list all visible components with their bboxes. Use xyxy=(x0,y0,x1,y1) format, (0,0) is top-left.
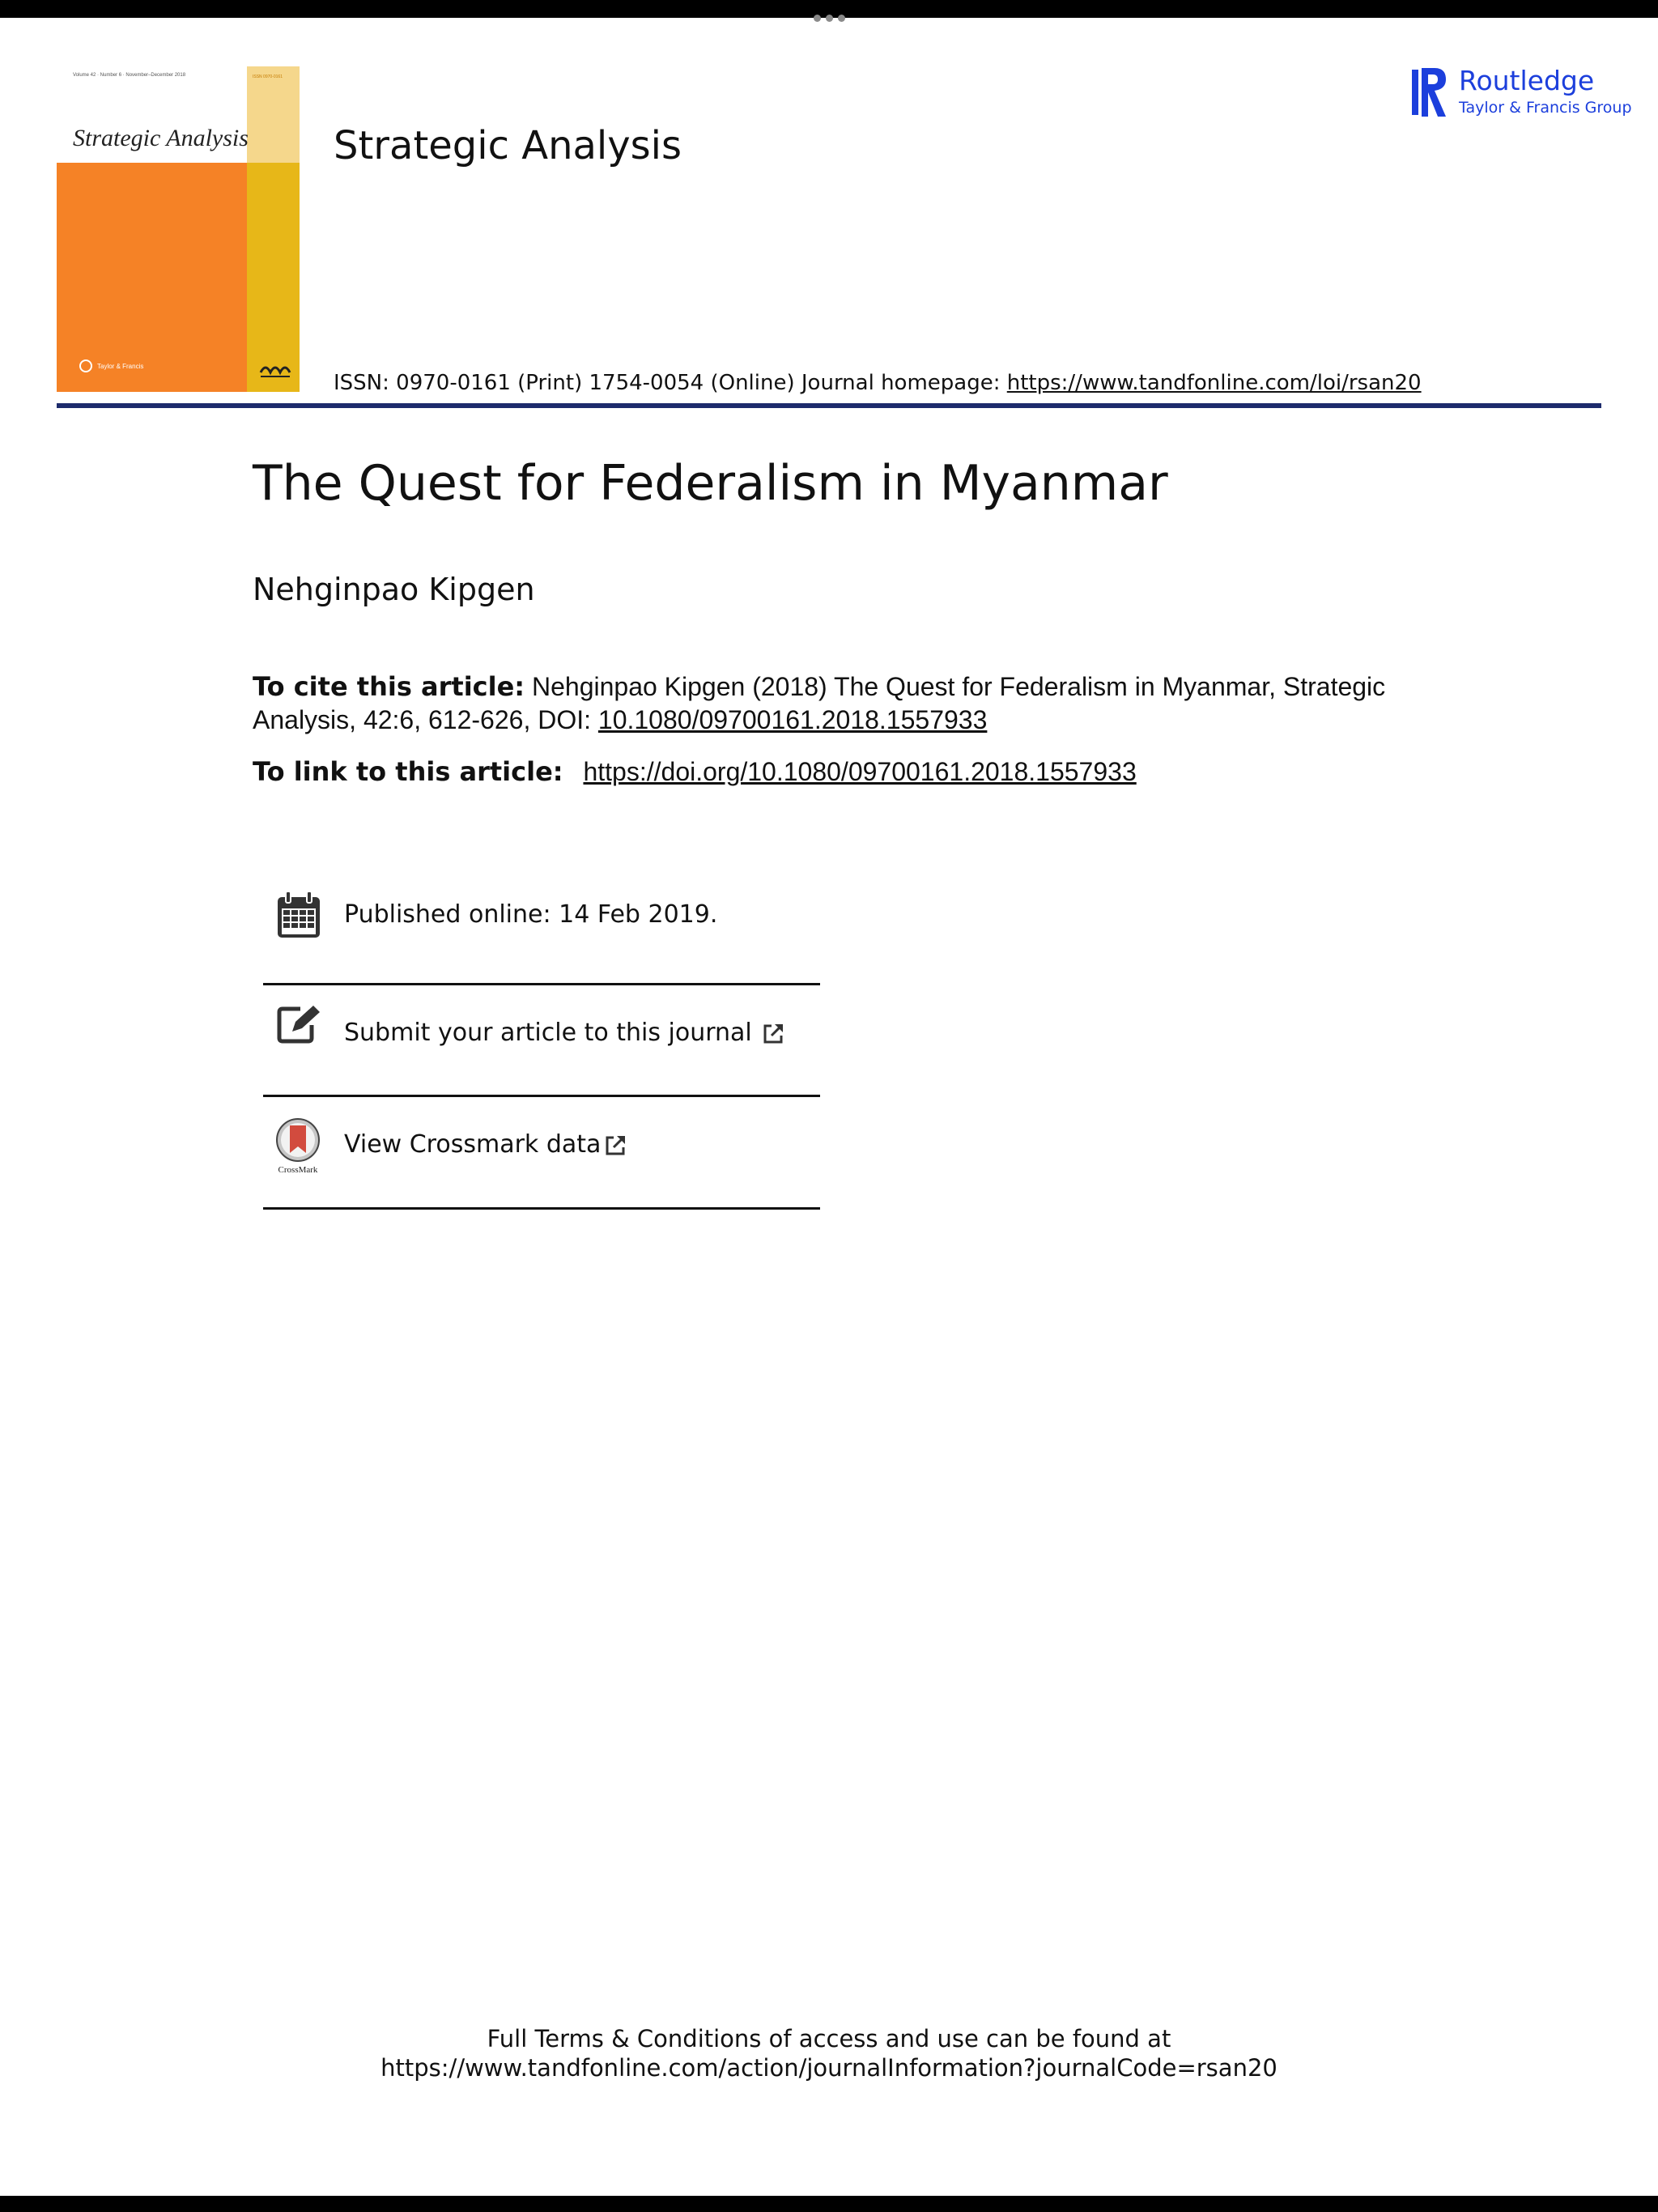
doi-link[interactable]: 10.1080/09700161.2018.1557933 xyxy=(597,705,988,734)
journal-cover xyxy=(57,66,300,392)
publisher-mark-icon xyxy=(79,359,92,372)
publisher-logo xyxy=(1410,65,1632,121)
footer xyxy=(0,2024,1658,2082)
external-link-icon xyxy=(762,1023,784,1045)
cover-publisher-text: Taylor & Francis xyxy=(97,362,144,370)
published-row xyxy=(263,887,820,944)
cover-publisher xyxy=(79,359,143,372)
edit-icon xyxy=(276,1004,323,1044)
publisher-name: Routledge xyxy=(1459,65,1595,96)
window-handle[interactable] xyxy=(813,15,845,24)
link-label: To link to this article: xyxy=(253,756,563,787)
article-title: The Quest for Federalism in Myanmar xyxy=(253,455,1168,512)
journal-homepage-link[interactable]: https://www.tandfonline.com/loi/rsan20 xyxy=(1006,371,1422,395)
row-divider xyxy=(263,983,820,985)
publisher-group: Taylor & Francis Group xyxy=(1459,99,1632,117)
cover-meta: Volume 42 · Number 6 · November–December 2018 xyxy=(73,73,186,78)
society-logo-icon xyxy=(257,358,293,382)
cover-title: Strategic Analysis xyxy=(73,125,249,151)
routledge-r-icon xyxy=(1410,65,1449,120)
crossmark-row[interactable] xyxy=(263,1116,820,1197)
crossmark-text: View Crossmark data xyxy=(344,1130,602,1159)
crossmark-icon xyxy=(271,1117,325,1176)
bottom-bar xyxy=(0,2196,1658,2212)
issn-line xyxy=(334,371,1422,395)
crossmark-caption: CrossMark xyxy=(278,1165,318,1175)
cover-light-stripe xyxy=(247,66,300,163)
row-divider xyxy=(263,1207,820,1210)
cover-stripe-text: ISSN 0970-0161 xyxy=(253,74,283,79)
journal-title: Strategic Analysis xyxy=(334,123,682,168)
published-text: Published online: 14 Feb 2019. xyxy=(344,900,718,929)
issn-text: ISSN: 0970-0161 (Print) 1754-0054 (Online) Journal homepage: xyxy=(334,371,1007,395)
citation-text: Nehginpao Kipgen (2018) The Quest for Federalism in Myanmar, Strategic Analysis, 42:6, 612-626, DOI: xyxy=(253,672,1386,734)
article-author: Nehginpao Kipgen xyxy=(253,572,535,607)
article-link-line xyxy=(253,756,1137,787)
external-link-icon xyxy=(604,1134,627,1157)
crossmark-link[interactable] xyxy=(344,1130,627,1159)
row-divider xyxy=(263,1095,820,1097)
submit-text: Submit your article to this journal xyxy=(344,1019,752,1047)
footer-terms: Full Terms & Conditions of access and use can be found at xyxy=(487,2025,1171,2052)
submit-article-link[interactable] xyxy=(344,1019,784,1047)
footer-url[interactable]: https://www.tandfonline.com/action/journalInformation?journalCode=rsan20 xyxy=(380,2054,1278,2082)
citation xyxy=(253,670,1435,737)
article-doi-url[interactable]: https://doi.org/10.1080/09700161.2018.1557933 xyxy=(583,757,1137,786)
submit-row[interactable] xyxy=(263,1001,820,1082)
header-divider xyxy=(57,403,1601,408)
citation-label: To cite this article: xyxy=(253,671,525,702)
calendar-icon xyxy=(276,891,321,939)
